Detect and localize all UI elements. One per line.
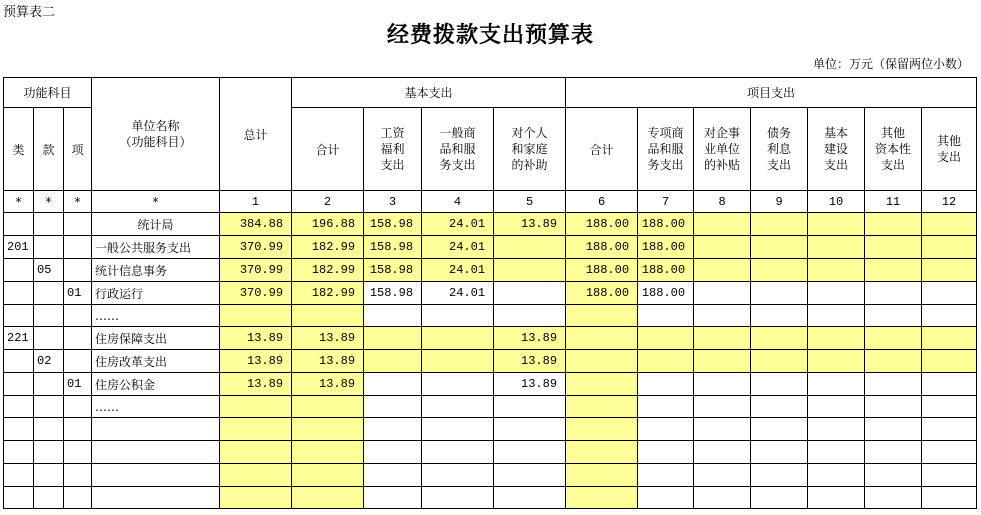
amount-cell: 158.98 <box>364 282 422 305</box>
amount-cell <box>638 418 694 441</box>
amount-cell <box>638 441 694 464</box>
code-cell <box>34 305 64 327</box>
amount-cell <box>808 282 865 305</box>
page-title: 经费拨款支出预算表 <box>386 22 594 48</box>
amount-cell <box>364 396 422 418</box>
amount-cell <box>494 487 566 509</box>
header-project-debt: 债务 利息 支出 <box>751 108 808 191</box>
amount-cell <box>751 441 808 464</box>
code-cell <box>34 464 64 487</box>
amount-cell <box>922 418 977 441</box>
code-cell <box>64 327 92 350</box>
unit-note: 单位：万元（保留两位小数） <box>812 57 969 71</box>
amount-cell: 384.88 <box>220 213 292 236</box>
amount-cell <box>638 305 694 327</box>
code-cell <box>64 305 92 327</box>
amount-cell <box>494 282 566 305</box>
unit-name-cell: …… <box>92 305 220 327</box>
amount-cell <box>751 396 808 418</box>
code-cell <box>4 396 34 418</box>
index-cell: 10 <box>808 191 865 213</box>
amount-cell <box>922 213 977 236</box>
code-cell <box>64 418 92 441</box>
amount-cell <box>566 418 638 441</box>
amount-cell <box>865 396 922 418</box>
index-cell: 3 <box>364 191 422 213</box>
code-cell <box>4 282 34 305</box>
amount-cell: 370.99 <box>220 259 292 282</box>
amount-cell: 13.89 <box>494 327 566 350</box>
code-cell <box>64 213 92 236</box>
code-cell <box>4 259 34 282</box>
amount-cell <box>808 236 865 259</box>
amount-cell <box>865 487 922 509</box>
index-cell: 5 <box>494 191 566 213</box>
unit-name-cell: 住房公积金 <box>92 373 220 396</box>
amount-cell <box>566 441 638 464</box>
amount-cell: 182.99 <box>292 236 364 259</box>
amount-cell <box>220 487 292 509</box>
amount-cell <box>808 259 865 282</box>
amount-cell <box>694 305 751 327</box>
amount-cell <box>292 418 364 441</box>
amount-cell: 370.99 <box>220 282 292 305</box>
header-lei: 类 <box>4 108 34 191</box>
amount-cell <box>922 282 977 305</box>
amount-cell: 13.89 <box>220 350 292 373</box>
amount-cell <box>694 396 751 418</box>
amount-cell <box>422 464 494 487</box>
code-cell <box>34 282 64 305</box>
code-cell <box>34 236 64 259</box>
code-cell <box>4 213 34 236</box>
table-number-label: 预算表二 <box>3 5 56 20</box>
amount-cell: 188.00 <box>566 259 638 282</box>
code-cell <box>34 487 64 509</box>
amount-cell <box>494 236 566 259</box>
amount-cell: 196.88 <box>292 213 364 236</box>
amount-cell: 13.89 <box>494 213 566 236</box>
amount-cell <box>422 373 494 396</box>
amount-cell <box>751 305 808 327</box>
amount-cell <box>292 305 364 327</box>
index-cell: 6 <box>566 191 638 213</box>
code-cell <box>64 464 92 487</box>
amount-cell <box>292 464 364 487</box>
index-cell: 2 <box>292 191 364 213</box>
amount-cell <box>808 305 865 327</box>
code-cell <box>64 441 92 464</box>
amount-cell <box>808 327 865 350</box>
index-cell: * <box>64 191 92 213</box>
table-row <box>4 396 977 418</box>
amount-cell <box>422 350 494 373</box>
amount-cell <box>494 464 566 487</box>
table-row <box>4 282 977 305</box>
amount-cell: 188.00 <box>638 259 694 282</box>
amount-cell <box>751 464 808 487</box>
amount-cell <box>808 487 865 509</box>
index-cell: 11 <box>865 191 922 213</box>
index-cell: * <box>4 191 34 213</box>
unit-name-cell: 住房改革支出 <box>92 350 220 373</box>
index-cell: 7 <box>638 191 694 213</box>
code-cell: 01 <box>64 282 92 305</box>
amount-cell <box>808 373 865 396</box>
amount-cell <box>751 282 808 305</box>
code-cell <box>34 396 64 418</box>
amount-cell <box>694 327 751 350</box>
budget-table <box>3 77 977 509</box>
amount-cell <box>865 464 922 487</box>
amount-cell <box>566 305 638 327</box>
table-row <box>4 236 977 259</box>
amount-cell <box>694 213 751 236</box>
header-kuan: 款 <box>34 108 64 191</box>
index-row <box>4 191 977 213</box>
unit-name-cell <box>92 464 220 487</box>
amount-cell <box>694 487 751 509</box>
unit-name-cell <box>92 487 220 509</box>
amount-cell: 188.00 <box>566 236 638 259</box>
amount-cell: 13.89 <box>220 373 292 396</box>
amount-cell <box>694 373 751 396</box>
index-cell: * <box>92 191 220 213</box>
index-cell: 8 <box>694 191 751 213</box>
amount-cell <box>422 487 494 509</box>
amount-cell: 188.00 <box>638 282 694 305</box>
code-cell <box>64 396 92 418</box>
amount-cell <box>292 441 364 464</box>
amount-cell <box>364 418 422 441</box>
amount-cell <box>220 396 292 418</box>
amount-cell <box>865 305 922 327</box>
header-basic-salary: 工资 福利 支出 <box>364 108 422 191</box>
amount-cell <box>751 213 808 236</box>
amount-cell: 24.01 <box>422 213 494 236</box>
code-cell <box>64 236 92 259</box>
code-cell <box>4 487 34 509</box>
amount-cell <box>865 282 922 305</box>
amount-cell <box>808 350 865 373</box>
amount-cell <box>422 441 494 464</box>
header-basic-goods: 一般商 品和服 务支出 <box>422 108 494 191</box>
amount-cell <box>422 418 494 441</box>
amount-cell <box>638 373 694 396</box>
amount-cell: 158.98 <box>364 213 422 236</box>
amount-cell <box>566 327 638 350</box>
amount-cell <box>292 487 364 509</box>
header-project-sum: 合计 <box>566 108 638 191</box>
amount-cell: 182.99 <box>292 282 364 305</box>
header-basic-group: 基本支出 <box>292 78 566 108</box>
code-cell: 01 <box>64 373 92 396</box>
amount-cell <box>638 487 694 509</box>
code-cell <box>64 350 92 373</box>
amount-cell <box>694 464 751 487</box>
header-project-enterprise: 对企事 业单位 的补贴 <box>694 108 751 191</box>
amount-cell <box>865 259 922 282</box>
amount-cell: 13.89 <box>292 327 364 350</box>
amount-cell <box>220 464 292 487</box>
table-row <box>4 487 977 509</box>
amount-cell <box>694 350 751 373</box>
index-cell: * <box>34 191 64 213</box>
amount-cell <box>865 350 922 373</box>
header-func-group: 功能科目 <box>4 78 92 108</box>
amount-cell <box>694 418 751 441</box>
amount-cell <box>922 373 977 396</box>
amount-cell <box>220 441 292 464</box>
code-cell <box>64 259 92 282</box>
unit-name-cell: …… <box>92 396 220 418</box>
index-cell: 4 <box>422 191 494 213</box>
amount-cell <box>422 327 494 350</box>
amount-cell: 188.00 <box>638 213 694 236</box>
amount-cell <box>494 441 566 464</box>
header-total: 总计 <box>220 78 292 191</box>
amount-cell <box>922 327 977 350</box>
amount-cell <box>220 305 292 327</box>
code-cell <box>4 373 34 396</box>
amount-cell <box>694 441 751 464</box>
amount-cell <box>364 441 422 464</box>
code-cell <box>34 441 64 464</box>
amount-cell <box>751 327 808 350</box>
code-cell <box>4 441 34 464</box>
amount-cell <box>566 396 638 418</box>
amount-cell: 24.01 <box>422 282 494 305</box>
amount-cell <box>220 418 292 441</box>
amount-cell <box>494 418 566 441</box>
table-row <box>4 418 977 441</box>
amount-cell <box>638 464 694 487</box>
amount-cell <box>751 236 808 259</box>
amount-cell: 13.89 <box>292 350 364 373</box>
code-cell <box>34 213 64 236</box>
amount-cell <box>751 350 808 373</box>
amount-cell <box>865 327 922 350</box>
header-project-group: 项目支出 <box>566 78 977 108</box>
index-cell: 12 <box>922 191 977 213</box>
header-basic-sum: 合计 <box>292 108 364 191</box>
code-cell: 221 <box>4 327 34 350</box>
unit-name-cell <box>92 418 220 441</box>
amount-cell <box>422 396 494 418</box>
amount-cell <box>808 418 865 441</box>
amount-cell <box>865 441 922 464</box>
amount-cell <box>922 487 977 509</box>
amount-cell: 182.99 <box>292 259 364 282</box>
amount-cell <box>494 396 566 418</box>
amount-cell <box>566 487 638 509</box>
amount-cell <box>751 373 808 396</box>
amount-cell <box>566 464 638 487</box>
amount-cell: 24.01 <box>422 236 494 259</box>
unit-name-cell: 统计信息事务 <box>92 259 220 282</box>
amount-cell <box>364 305 422 327</box>
code-cell <box>4 305 34 327</box>
amount-cell <box>638 327 694 350</box>
unit-name-cell: 一般公共服务支出 <box>92 236 220 259</box>
amount-cell <box>865 373 922 396</box>
amount-cell: 13.89 <box>292 373 364 396</box>
amount-cell <box>808 441 865 464</box>
amount-cell: 13.89 <box>220 327 292 350</box>
table-row <box>4 213 977 236</box>
unit-name-cell: 行政运行 <box>92 282 220 305</box>
amount-cell <box>808 213 865 236</box>
unit-name-cell: 住房保障支出 <box>92 327 220 350</box>
amount-cell <box>364 464 422 487</box>
amount-cell <box>694 259 751 282</box>
amount-cell <box>364 327 422 350</box>
table-row <box>4 259 977 282</box>
code-cell <box>4 350 34 373</box>
amount-cell <box>922 305 977 327</box>
amount-cell: 13.89 <box>494 373 566 396</box>
amount-cell <box>922 464 977 487</box>
amount-cell: 158.98 <box>364 236 422 259</box>
amount-cell <box>865 213 922 236</box>
amount-cell: 188.00 <box>566 213 638 236</box>
amount-cell <box>694 282 751 305</box>
header-project-construction: 基本 建设 支出 <box>808 108 865 191</box>
index-cell: 9 <box>751 191 808 213</box>
amount-cell <box>422 305 494 327</box>
table-row <box>4 464 977 487</box>
code-cell <box>64 487 92 509</box>
header-xiang: 项 <box>64 108 92 191</box>
header-unit-name: 单位名称 （功能科目） <box>92 78 220 191</box>
code-cell: 201 <box>4 236 34 259</box>
amount-cell: 370.99 <box>220 236 292 259</box>
index-cell: 1 <box>220 191 292 213</box>
amount-cell <box>566 373 638 396</box>
amount-cell <box>494 259 566 282</box>
amount-cell <box>865 418 922 441</box>
amount-cell <box>566 350 638 373</box>
header-project-goods: 专项商 品和服 务支出 <box>638 108 694 191</box>
amount-cell <box>694 236 751 259</box>
amount-cell: 158.98 <box>364 259 422 282</box>
amount-cell <box>292 396 364 418</box>
amount-cell <box>922 396 977 418</box>
amount-cell <box>922 259 977 282</box>
amount-cell: 13.89 <box>494 350 566 373</box>
code-cell <box>34 373 64 396</box>
amount-cell <box>364 487 422 509</box>
amount-cell <box>638 350 694 373</box>
header-project-other: 其他 支出 <box>922 108 977 191</box>
code-cell <box>34 327 64 350</box>
table-row <box>4 327 977 350</box>
amount-cell: 188.00 <box>566 282 638 305</box>
code-cell <box>4 418 34 441</box>
header-basic-personal: 对个人 和家庭 的补助 <box>494 108 566 191</box>
amount-cell: 24.01 <box>422 259 494 282</box>
amount-cell <box>751 259 808 282</box>
amount-cell <box>751 418 808 441</box>
amount-cell <box>922 236 977 259</box>
amount-cell <box>922 350 977 373</box>
amount-cell <box>494 305 566 327</box>
code-cell <box>34 418 64 441</box>
unit-name-cell <box>92 441 220 464</box>
amount-cell <box>922 441 977 464</box>
code-cell <box>4 464 34 487</box>
amount-cell <box>364 350 422 373</box>
code-cell: 05 <box>34 259 64 282</box>
amount-cell <box>638 396 694 418</box>
amount-cell: 188.00 <box>638 236 694 259</box>
table-row <box>4 441 977 464</box>
header-project-capital: 其他 资本性 支出 <box>865 108 922 191</box>
table-row <box>4 350 977 373</box>
code-cell: 02 <box>34 350 64 373</box>
amount-cell <box>751 487 808 509</box>
unit-name-cell: 统计局 <box>92 213 220 236</box>
amount-cell <box>808 464 865 487</box>
amount-cell <box>364 373 422 396</box>
table-row <box>4 373 977 396</box>
table-row <box>4 305 977 327</box>
amount-cell <box>808 396 865 418</box>
amount-cell <box>865 236 922 259</box>
